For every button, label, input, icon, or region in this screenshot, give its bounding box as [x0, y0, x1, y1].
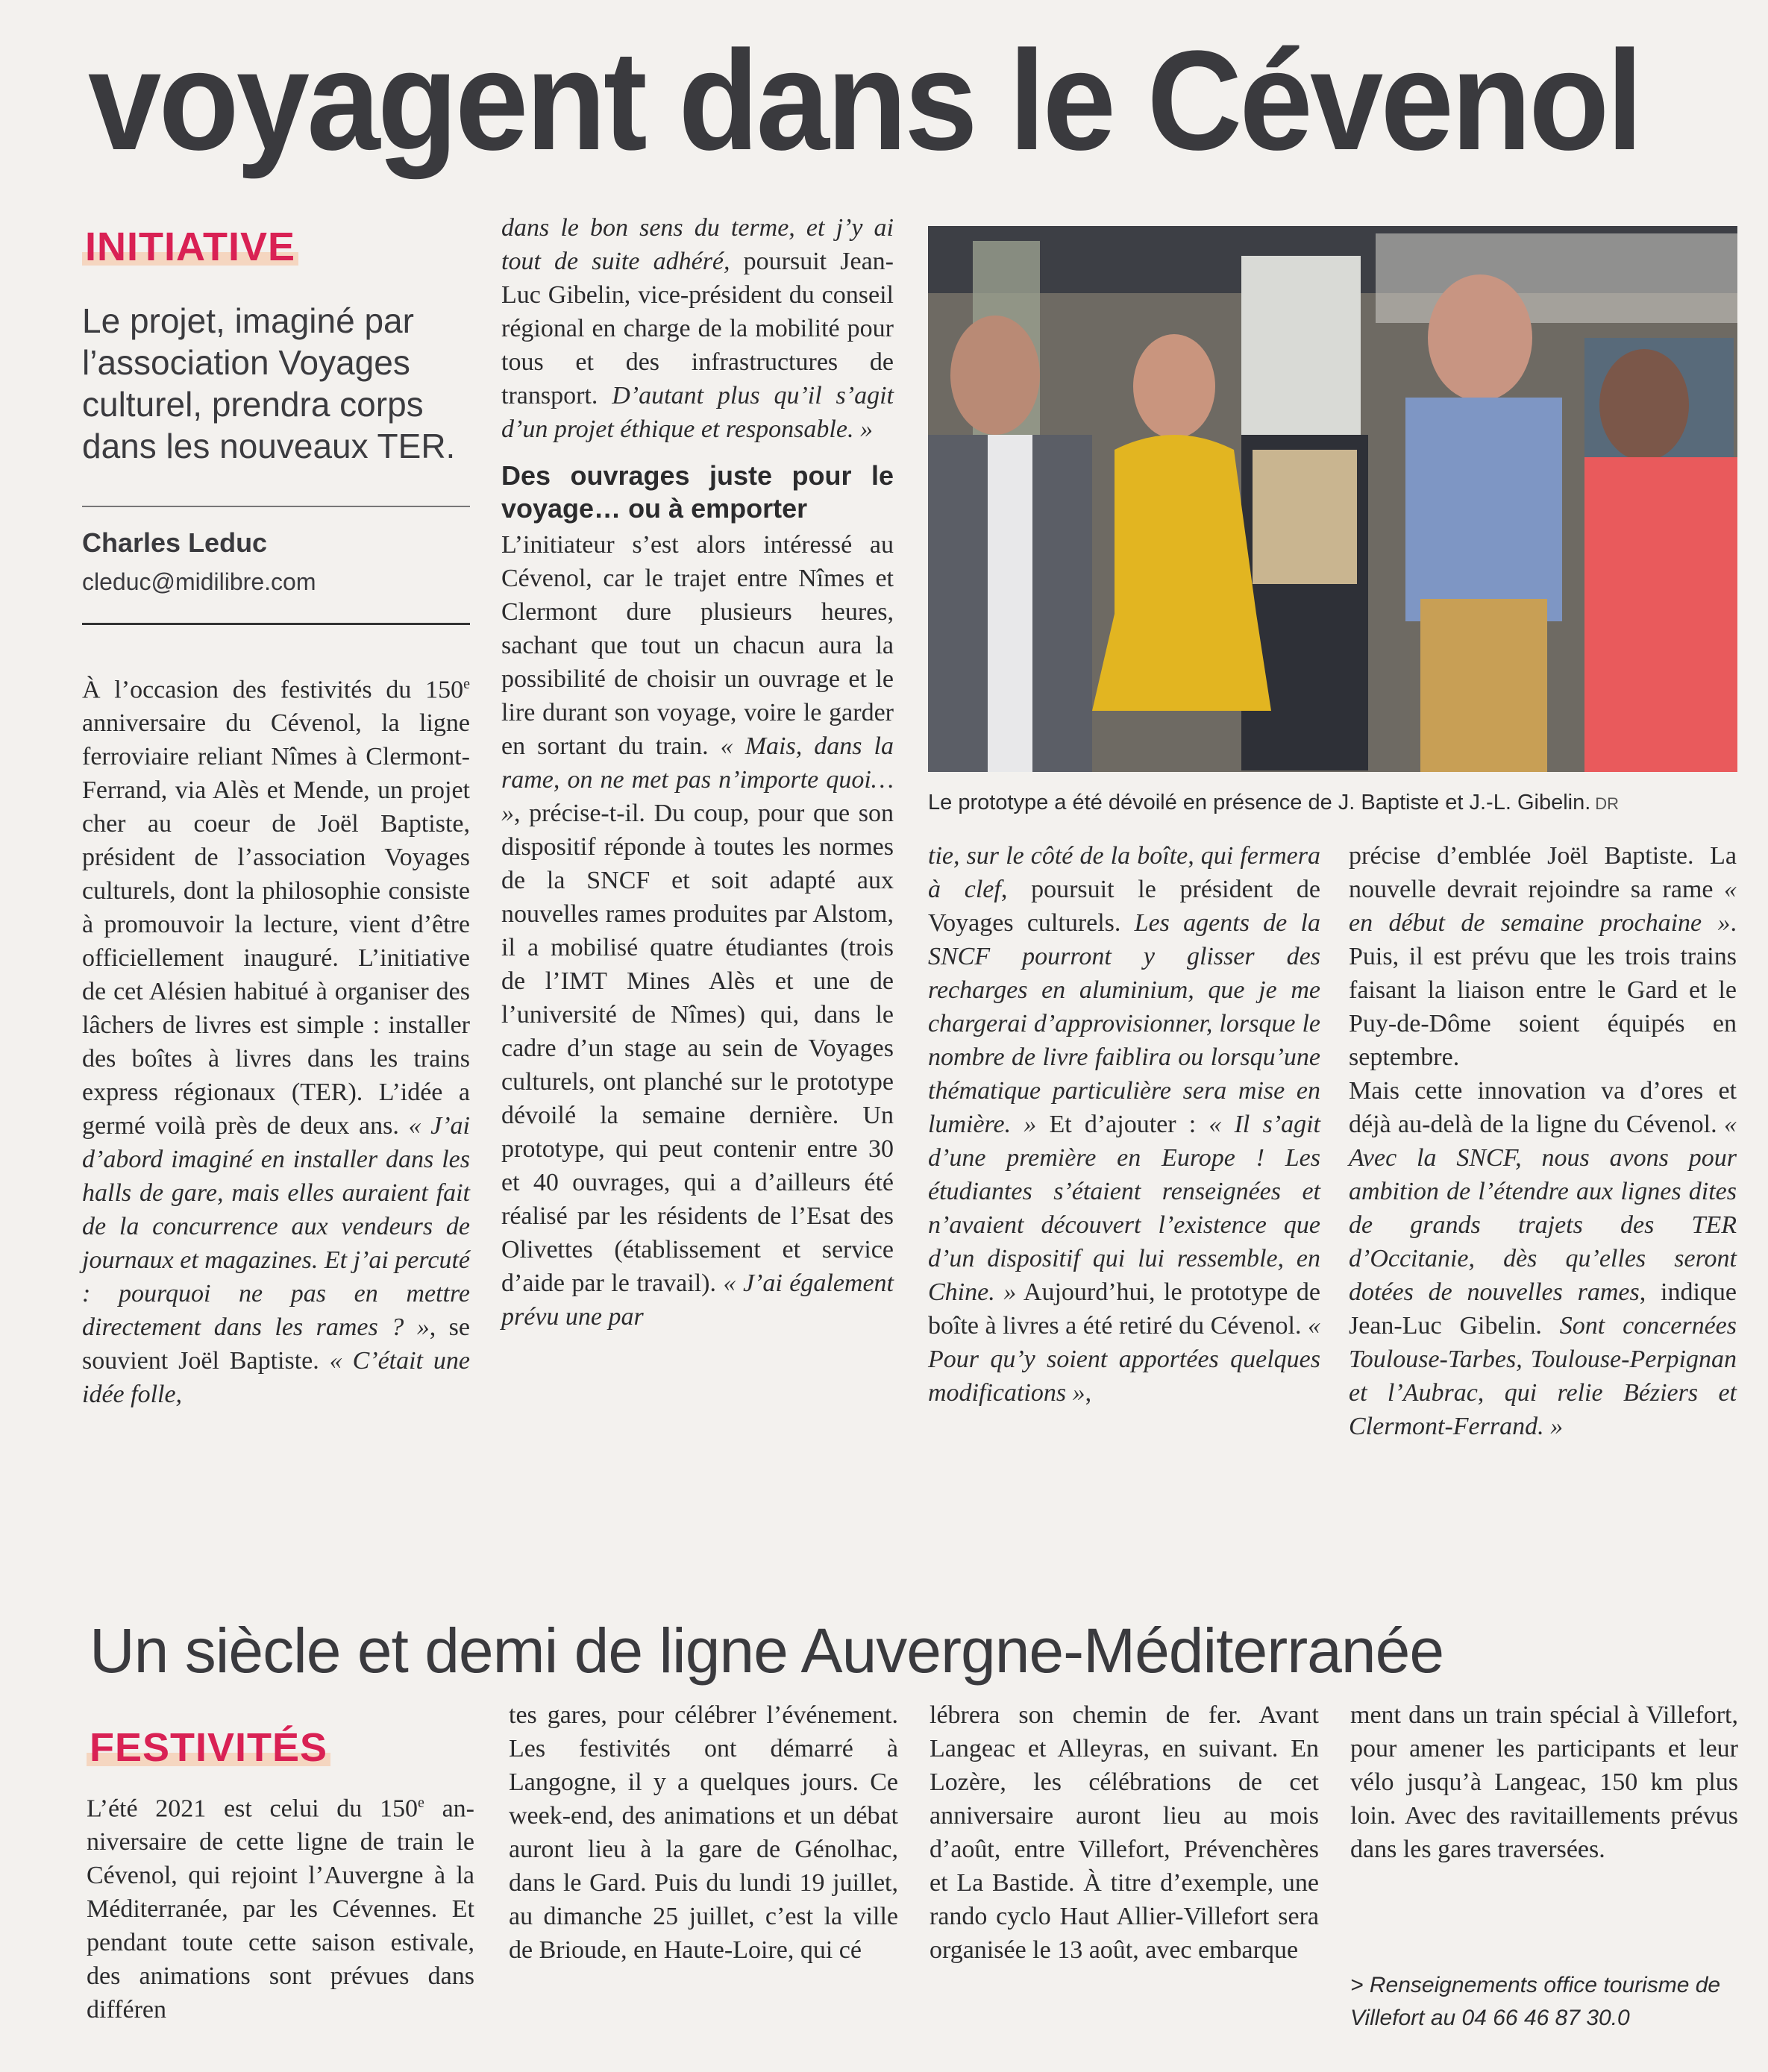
second-column-1	[87, 1786, 474, 2027]
quote-run: tie, sur le côté de la boîte, qui fermera à clef	[928, 842, 1320, 903]
text-run: L’été 2021 est celui du 150	[87, 1795, 418, 1823]
kicker-initiative	[82, 224, 298, 270]
text-run: À l’occasion des festivités du 150	[82, 676, 464, 704]
standfirst: Le projet, imaginé par l’association Voyages culturel, prendra corps dans les nouveaux TER.	[82, 301, 456, 465]
quote-run: Sont concernées Toulouse-Tarbes, Toulouse-Perpignan et l’Aubrac, qui relie Béziers et Clermont-Ferrand. »	[1349, 1312, 1737, 1440]
column-2-text-b	[501, 528, 894, 1334]
article-column-3	[928, 839, 1320, 1410]
author-name: Charles Leduc	[82, 527, 268, 558]
superscript: e	[463, 676, 470, 692]
text-run: , se souvient Joël Baptiste.	[82, 1313, 470, 1375]
kicker-label-2: FESTIVITÉS	[87, 1725, 330, 1770]
second-column-4	[1350, 1698, 1738, 1866]
main-headline: voyagent dans le Cévenol	[88, 22, 1640, 180]
quote-run: « Pour qu’y soient apportées quelques modifications »	[928, 1312, 1320, 1407]
second-headline: Un siècle et demi de ligne Auvergne-Méditerranée	[90, 1616, 1444, 1686]
caption-text: Le prototype a été dévoilé en présence de J. Baptiste et J.-L. Gibelin.	[928, 791, 1591, 814]
second-column-2	[509, 1698, 898, 1967]
quote-run: « Il s’agit d’une première en Europe ! Les étudiantes s’étaient renseignées et n’avaient découvert l’existence que d’un dispositif qui lui ressemble, en Chine. »	[928, 1111, 1320, 1306]
kicker-festivites	[87, 1724, 330, 1771]
text-run: . Puis, il est prévu que les trois trains faisant la liaison entre le Gard et le Puy-de-Dôme soient équipés en septembre.	[1349, 909, 1737, 1071]
superscript: e	[417, 1795, 424, 1811]
text-run: , précise-t-il. Du coup, pour que son dispositif réponde à toutes les normes de la SNCF et soit adapté aux nouvelles rames produites par Alstom, il a mobilisé quatre étudiantes (trois de l’IMT Mines Alès et une de l’université de Nîmes) qui, dans le cadre d’un stage au sein de Voyages culturels, ont planché sur le prototype dévoilé la semaine dernière. Un prototype, qui peut contenir entre 30 et 40 ouvrages, qui a d’ailleurs été réalisé par les résidents de l’Esat des Olivettes (établissement et service d’aide par le travail).	[501, 800, 894, 1297]
text-run: anniversaire du Cévenol, la ligne ferroviaire reliant Nîmes à Clermont-Ferrand, via Alès et Mende, un projet cher au coeur de Joël Baptiste, président de l’association Voyages culturels, dont la philosophie consiste à promouvoir la lecture, vient d’être officiellement inauguré. L’initiative de cet Alésien habitué à organiser des lâchers de livres est simple : installer des boîtes à livres dans les trains express régionaux (TER). L’idée a germé voilà près de deux ans.	[82, 709, 470, 1140]
photo-illustration	[928, 226, 1737, 772]
quote-run: « J’ai d’abord imaginé en installer dans les halls de gare, mais elles auraient fait de la concurrence aux vendeurs de journaux et magazines. Et j’ai percuté : pourquoi ne pas en mettre directement dans les rames ? »	[82, 1112, 470, 1342]
article-photo	[928, 226, 1737, 772]
quote-run: « Mais, dans la rame, on ne met pas n’importe quoi… »	[501, 732, 894, 827]
text-run: tes gares, pour célébrer l’événement. Les festivités ont démarré à Langogne, il y a quelques jours. Ce week-end, des animations et un débat auront lieu à la gare de Génolhac, dans le Gard. Puis du lundi 19 juillet, au dimanche 25 juillet, c’est la ville de Brioude, en Haute-Loire, qui cé	[509, 1701, 898, 1964]
text-run: , indique Jean-Luc Gibelin.	[1349, 1278, 1737, 1340]
quote-run: « en début de semaine prochaine »	[1349, 876, 1737, 937]
article-column-2	[501, 211, 894, 1334]
photo-caption	[928, 791, 1619, 815]
kicker-label: INITIATIVE	[82, 225, 298, 269]
article-column-4	[1349, 839, 1737, 1443]
quote-run: « C’était une idée folle,	[82, 1347, 470, 1409]
author-email[interactable]: cleduc@midilibre.com	[82, 568, 316, 595]
quote-run: « Avec la SNCF, nous avons pour ambition de l’étendre aux lignes dites de grands trajets des TER d’Occitanie, dès qu’elles seront dotées de nouvelles rames	[1349, 1111, 1737, 1306]
text-run: lébrera son chemin de fer. Avant Langeac et Alleyras, en suivant. En Lozère, les célébrations de cet anniversaire auront lieu au mois d’août, entre Villefort, Prévenchères et La Bastide. À titre d’exemple, une rando cyclo Haut Allier-Villefort sera organisée le 13 août, avec embarque	[930, 1701, 1319, 1964]
quote-run: D’autant plus qu’il s’agit d’un projet éthique et responsable. »	[501, 382, 894, 443]
text-run: précise d’emblée Joël Baptiste. La nouvelle devrait rejoindre sa rame	[1349, 842, 1737, 903]
second-column-3	[930, 1698, 1319, 1967]
quote-run: Les agents de la SNCF pourront y glisser des recharges en aluminium, que je me chargerai d’approvisionner, lorsque le nombre de livre faiblira ou lorsqu’une thématique particulière sera mise en lumière. »	[928, 909, 1320, 1138]
quote-run: dans le bon sens du terme, et j’y ai tout de suite adhéré,	[501, 214, 894, 275]
info-box: > Renseignements office tourisme de Villefort au 04 66 46 87 30.0	[1350, 1973, 1721, 2030]
text-run: poursuit Jean-Luc Gibelin, vice-président du conseil régional en charge de la mobilité pour tous et des infrastructures de transport.	[501, 248, 894, 409]
text-run: L’initiateur s’est alors intéressé au Cévenol, car le trajet entre Nîmes et Clermont dure plusieurs heures, sachant que tout un chacun aura la possibilité de choisir un ouvrage et le lire durant son voyage, voire le garder en sortant du train.	[501, 531, 894, 760]
intertitle: Des ouvrages juste pour le voyage… ou à emporter	[501, 460, 894, 524]
column-2-text	[501, 211, 894, 446]
text-run: Mais cette innovation va d’ores et déjà au-delà de la ligne du Cévenol.	[1349, 1077, 1737, 1138]
photo-credit: DR	[1595, 794, 1620, 813]
divider-top	[82, 506, 470, 507]
text-run: Aujourd’hui, le prototype de boîte à livres a été retiré du Cévenol.	[928, 1278, 1320, 1340]
text-run: ,	[1085, 1379, 1092, 1407]
divider-byline	[82, 623, 470, 625]
text-run: ment dans un train spécial à Villefort, pour amener les participants et leur vélo jusqu’à Langeac, 150 km plus loin. Avec des ravitaillements prévus dans les gares traversées.	[1350, 1701, 1738, 1863]
text-run: , poursuit le président de Voyages culturels.	[928, 876, 1321, 937]
quote-run: « J’ai également prévu une par	[501, 1269, 894, 1331]
text-run: Et d’ajouter :	[1036, 1111, 1209, 1138]
article-column-1	[82, 668, 470, 1411]
text-run: anniversaire de cette ligne de train le Cévenol, qui rejoint l’Auvergne à la Méditerranée, par les Cévennes. Et pendant toute cette saison estivale, des animations sont prévues dans différen	[87, 1795, 474, 2024]
